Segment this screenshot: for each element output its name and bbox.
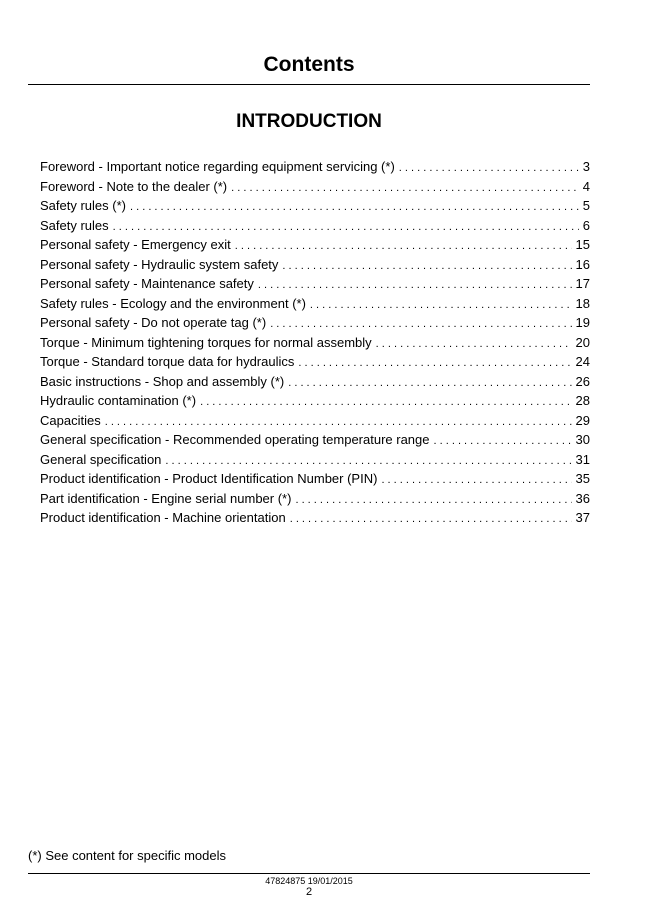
header-divider xyxy=(28,84,590,85)
page-title: Contents xyxy=(263,53,355,76)
page-number: 2 xyxy=(305,886,313,898)
toc-dot-leader xyxy=(434,432,572,452)
toc-entry-page: 16 xyxy=(575,256,590,272)
toc-entry[interactable] xyxy=(40,372,590,392)
toc-entry-label: Hydraulic contamination (*) xyxy=(40,393,197,408)
toc-entry[interactable] xyxy=(40,177,590,197)
toc-dot-leader xyxy=(298,354,571,374)
toc-entry-page: 31 xyxy=(575,451,590,467)
toc-dot-leader xyxy=(130,198,579,218)
toc-entry-label: Torque - Standard torque data for hydraulics xyxy=(40,354,295,369)
toc-entry-label: Safety rules (*) xyxy=(40,198,126,213)
toc-entry[interactable] xyxy=(40,196,590,216)
toc-entry-label: Product identification - Machine orientation xyxy=(40,510,286,525)
toc-entry[interactable] xyxy=(40,450,590,470)
toc-entry-page: 15 xyxy=(575,237,590,252)
toc-entry[interactable] xyxy=(40,352,590,372)
toc-entry-page: 28 xyxy=(575,393,590,408)
toc-entry[interactable] xyxy=(40,489,590,509)
footnote: (*) See content for specific models xyxy=(28,848,226,863)
toc-entry-page: 3 xyxy=(582,159,590,174)
toc-entry-label: Basic instructions - Shop and assembly (*) xyxy=(40,373,285,389)
toc-entry[interactable] xyxy=(40,274,590,294)
toc-dot-leader xyxy=(310,296,572,316)
toc-entry[interactable] xyxy=(40,294,590,314)
toc-entry-label: Personal safety - Maintenance safety xyxy=(40,276,254,291)
toc-entry-page: 26 xyxy=(575,373,590,389)
toc-dot-leader xyxy=(381,471,571,491)
toc-entry-page: 19 xyxy=(575,315,590,330)
toc-entry-page: 18 xyxy=(575,295,590,311)
table-of-contents xyxy=(40,157,590,528)
toc-dot-leader xyxy=(376,335,572,355)
toc-dot-leader xyxy=(290,510,572,530)
toc-entry-page: 37 xyxy=(575,510,590,525)
toc-entry-page: 20 xyxy=(575,334,590,350)
toc-entry[interactable] xyxy=(40,508,590,528)
toc-entry[interactable] xyxy=(40,391,590,411)
toc-dot-leader xyxy=(231,179,579,199)
toc-entry-label: Torque - Minimum tightening torques for normal assembly xyxy=(40,334,372,350)
toc-entry[interactable] xyxy=(40,411,590,431)
document-reference: 47824875 19/01/2015 xyxy=(265,876,353,886)
toc-entry[interactable] xyxy=(40,235,590,255)
toc-entry-label: Personal safety - Do not operate tag (*) xyxy=(40,315,267,330)
toc-entry[interactable] xyxy=(40,333,590,353)
toc-entry-page: 4 xyxy=(582,178,590,194)
toc-entry-label: General specification - Recommended operating temperature range xyxy=(40,432,430,447)
toc-entry-label: Foreword - Important notice regarding equipment servicing (*) xyxy=(40,159,395,174)
footer-divider xyxy=(28,873,590,874)
toc-entry-label: Product identification - Product Identification Number (PIN) xyxy=(40,471,378,486)
toc-entry-label: Capacities xyxy=(40,412,101,428)
toc-entry[interactable] xyxy=(40,469,590,489)
toc-entry[interactable] xyxy=(40,430,590,450)
toc-entry-page: 5 xyxy=(582,198,590,213)
toc-entry-page: 17 xyxy=(575,276,590,291)
toc-entry-label: Safety rules xyxy=(40,217,109,233)
toc-entry[interactable] xyxy=(40,157,590,177)
toc-dot-leader xyxy=(200,393,571,413)
toc-entry-page: 29 xyxy=(575,412,590,428)
toc-entry-page: 30 xyxy=(575,432,590,447)
toc-entry-label: Part identification - Engine serial number (*) xyxy=(40,490,292,506)
toc-dot-leader xyxy=(288,374,571,394)
toc-dot-leader xyxy=(282,257,571,277)
toc-entry-page: 24 xyxy=(575,354,590,369)
toc-entry-page: 35 xyxy=(575,471,590,486)
toc-entry-label: General specification xyxy=(40,451,162,467)
toc-dot-leader xyxy=(295,491,571,511)
toc-entry-label: Foreword - Note to the dealer (*) xyxy=(40,178,228,194)
toc-entry-label: Personal safety - Emergency exit xyxy=(40,237,231,252)
toc-dot-leader xyxy=(235,237,572,257)
toc-entry[interactable] xyxy=(40,255,590,275)
toc-entry-label: Personal safety - Hydraulic system safety xyxy=(40,256,279,272)
toc-entry-label: Safety rules - Ecology and the environment (*) xyxy=(40,295,306,311)
section-title: INTRODUCTION xyxy=(236,111,382,132)
toc-entry-page: 36 xyxy=(575,490,590,506)
toc-entry-page: 6 xyxy=(582,217,590,233)
toc-dot-leader xyxy=(399,159,579,179)
toc-entry[interactable] xyxy=(40,313,590,333)
toc-entry[interactable] xyxy=(40,216,590,236)
